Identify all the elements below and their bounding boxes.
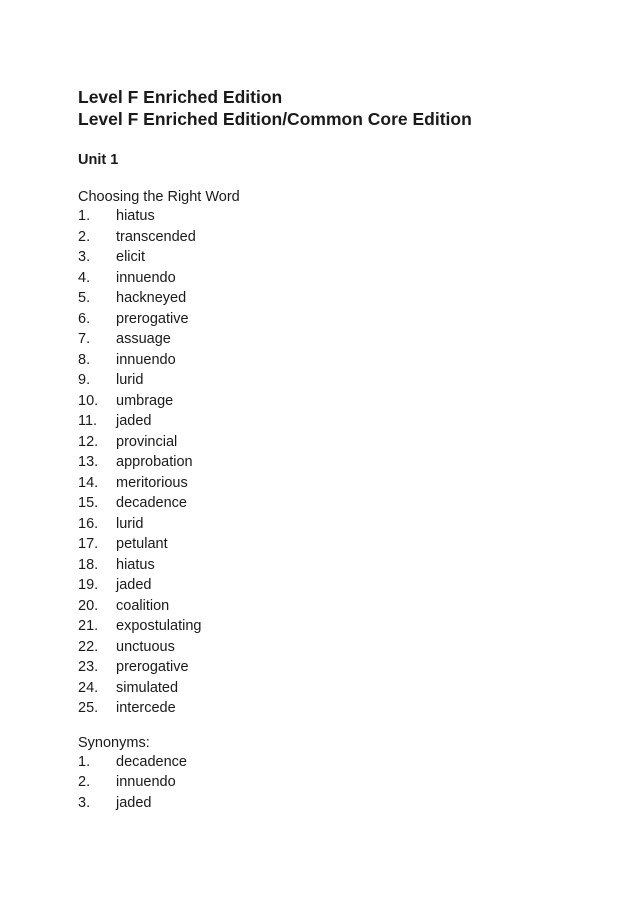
document-page [78, 86, 598, 813]
item-number: 14. [78, 474, 99, 491]
item-word: lurid [116, 515, 144, 532]
item-number: 1. [78, 753, 91, 770]
item-number: 18. [78, 556, 99, 573]
item-number: 24. [78, 679, 99, 696]
item-number: 13. [78, 454, 99, 470]
item-word: jaded [116, 577, 152, 593]
item-number: 6. [78, 310, 91, 327]
list-item [78, 678, 598, 699]
list-item [78, 309, 598, 330]
item-word: petulant [116, 536, 168, 552]
list-item [78, 206, 598, 227]
item-word: innuendo [116, 269, 176, 286]
item-word: provincial [116, 433, 178, 450]
item-word: unctuous [116, 638, 175, 655]
title-line-2: Level F Enriched Edition/Common Core Edition [78, 109, 472, 129]
list-item [78, 637, 598, 658]
title-line-1: Level F Enriched Edition [78, 87, 283, 107]
item-number: 3. [78, 794, 91, 811]
list-item [78, 288, 598, 309]
item-number: 9. [78, 372, 91, 388]
list-item [78, 268, 598, 289]
list-item [78, 555, 598, 576]
choosing-heading: Choosing the Right Word [78, 189, 240, 205]
item-word: jaded [116, 413, 152, 429]
list-item [78, 329, 598, 350]
list-item [78, 227, 598, 248]
list-item [78, 575, 598, 596]
list-item [78, 793, 598, 814]
item-word: approbation [116, 454, 193, 470]
synonyms-heading: Synonyms: [78, 734, 150, 751]
item-word: prerogative [116, 310, 189, 327]
item-word: elicit [116, 249, 146, 265]
item-word: transcended [116, 228, 196, 245]
item-word: innuendo [116, 774, 176, 790]
list-item [78, 432, 598, 453]
synonyms-list [78, 752, 598, 814]
item-word: expostulating [116, 618, 202, 634]
item-word: innuendo [116, 351, 176, 368]
item-number: 7. [78, 331, 91, 347]
item-number: 21. [78, 618, 99, 634]
item-number: 23. [78, 659, 99, 675]
item-word: lurid [116, 372, 144, 388]
item-number: 3. [78, 249, 91, 265]
list-item [78, 350, 598, 371]
item-number: 10. [78, 392, 99, 409]
item-word: assuage [116, 331, 171, 347]
choosing-list [78, 206, 598, 719]
list-item [78, 247, 598, 268]
list-item [78, 452, 598, 473]
item-number: 4. [78, 269, 91, 286]
list-item [78, 514, 598, 535]
list-item [78, 534, 598, 555]
item-number: 2. [78, 228, 91, 245]
item-word: simulated [116, 679, 179, 696]
list-item [78, 411, 598, 432]
item-number: 11. [78, 413, 98, 429]
item-number: 2. [78, 774, 91, 790]
item-number: 17. [78, 536, 99, 552]
item-number: 25. [78, 700, 99, 716]
item-word: intercede [116, 700, 176, 716]
list-item [78, 370, 598, 391]
item-word: decadence [116, 753, 187, 770]
list-item [78, 657, 598, 678]
list-item [78, 473, 598, 494]
item-number: 22. [78, 638, 99, 655]
list-item [78, 391, 598, 412]
item-word: jaded [116, 794, 152, 811]
list-item [78, 772, 598, 793]
item-word: meritorious [116, 474, 188, 491]
item-number: 16. [78, 515, 99, 532]
item-word: hiatus [116, 556, 155, 573]
item-word: umbrage [116, 392, 174, 409]
item-word: hackneyed [116, 290, 187, 306]
item-number: 1. [78, 208, 91, 224]
item-number: 5. [78, 290, 91, 306]
item-number: 20. [78, 597, 99, 614]
item-word: coalition [116, 597, 170, 614]
item-word: decadence [116, 495, 187, 511]
list-item [78, 596, 598, 617]
list-item [78, 698, 598, 719]
list-item [78, 493, 598, 514]
item-number: 12. [78, 433, 99, 450]
item-word: prerogative [116, 659, 189, 675]
list-item [78, 616, 598, 637]
item-number: 19. [78, 577, 99, 593]
list-item [78, 752, 598, 773]
unit-heading: Unit 1 [78, 152, 119, 168]
item-number: 8. [78, 351, 91, 368]
item-number: 15. [78, 495, 99, 511]
item-word: hiatus [116, 208, 155, 224]
